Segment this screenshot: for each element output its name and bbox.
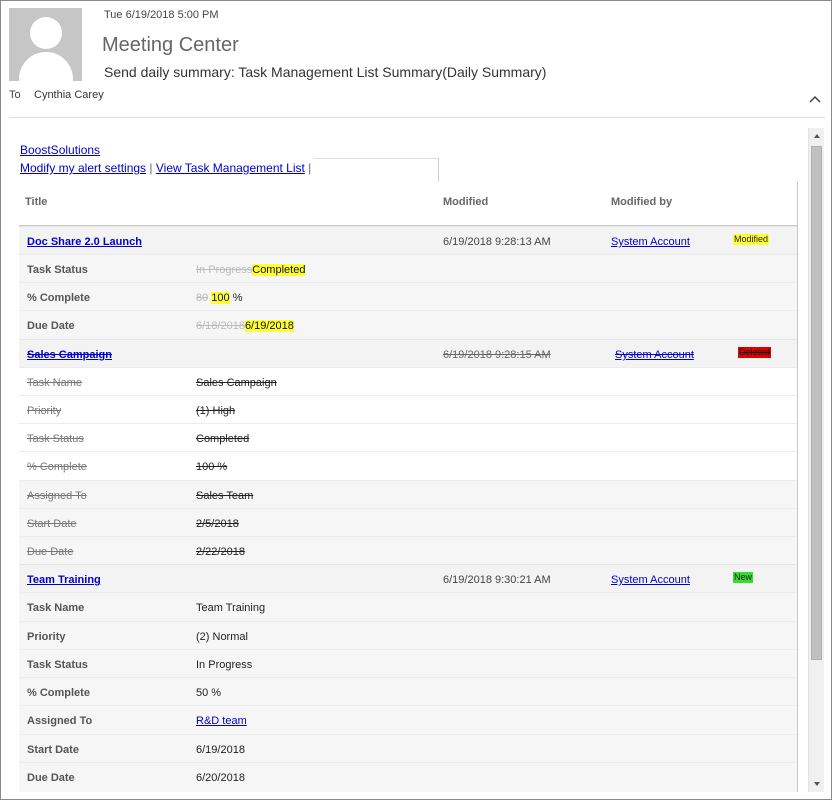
field-value: Completed xyxy=(196,433,250,445)
item-modified-by-link[interactable]: System Account xyxy=(611,236,690,248)
new-value: 100 xyxy=(211,292,230,304)
column-header-modified-by: Modified by xyxy=(611,196,673,208)
scroll-up-button[interactable] xyxy=(809,128,825,144)
item-row xyxy=(19,564,798,592)
new-value: Completed xyxy=(252,264,306,276)
to-label: To xyxy=(9,89,21,101)
field-row xyxy=(19,649,798,677)
field-row xyxy=(19,367,798,395)
field-value-link[interactable]: R&D team xyxy=(196,715,247,727)
site-link[interactable]: BoostSolutions xyxy=(20,143,101,157)
field-label: Priority xyxy=(27,405,62,417)
field-label: Due Date xyxy=(27,320,75,332)
field-value: 6/19/2018 xyxy=(196,744,245,756)
old-value: 6/18/2018 xyxy=(196,320,245,332)
scrollbar-thumb[interactable] xyxy=(811,146,822,660)
field-value: 2/5/2018 xyxy=(196,518,239,530)
status-badge: New xyxy=(734,572,753,582)
modify-alert-settings-link[interactable]: Modify my alert settings xyxy=(20,161,147,175)
column-header-modified: Modified xyxy=(443,196,489,208)
item-title-link[interactable]: Team Training xyxy=(27,574,101,586)
view-task-list-link[interactable]: View Task Management List xyxy=(155,161,305,175)
field-label: % Complete xyxy=(27,461,87,473)
field-label: % Complete xyxy=(27,687,90,699)
field-label: Start Date xyxy=(27,518,77,530)
value-suffix: % xyxy=(232,292,243,304)
field-label: Priority xyxy=(27,631,66,643)
item-modified-by-link[interactable]: System Account xyxy=(611,574,690,586)
chevron-up-icon xyxy=(807,91,823,107)
item-modified-by-link[interactable]: System Account xyxy=(615,349,694,361)
field-value: 100 % xyxy=(196,461,228,473)
field-row xyxy=(19,592,798,621)
item-title-link[interactable]: Doc Share 2.0 Launch xyxy=(27,236,142,248)
field-value xyxy=(196,264,305,276)
field-value: (2) Normal xyxy=(196,631,248,643)
field-value: 2/22/2018 xyxy=(196,546,245,558)
column-header-title: Title xyxy=(25,196,48,208)
item-title-link[interactable]: Sales Campaign xyxy=(27,349,112,361)
field-value xyxy=(196,320,294,332)
field-row xyxy=(19,310,798,339)
field-row xyxy=(19,536,798,564)
field-label: Task Name xyxy=(27,377,83,389)
scroll-down-button[interactable] xyxy=(809,776,825,792)
field-value xyxy=(196,292,243,304)
field-label: Start Date xyxy=(27,744,79,756)
field-value: (1) High xyxy=(196,405,236,417)
field-row xyxy=(19,508,798,536)
item-row xyxy=(19,339,798,367)
field-row xyxy=(19,395,798,423)
field-label: Task Name xyxy=(27,602,85,614)
link-separator: | xyxy=(149,161,153,175)
sent-time: Tue 6/19/2018 5:00 PM xyxy=(104,9,219,21)
old-value: 80 xyxy=(196,292,209,304)
email-subject: Send daily summary: Task Management List Summary(Daily Summary) xyxy=(104,64,547,80)
field-row xyxy=(19,621,798,649)
item-row xyxy=(19,226,798,254)
item-modified-date: 6/19/2018 9:30:21 AM xyxy=(443,574,551,586)
status-badge: Deleted xyxy=(739,347,771,357)
field-value: 50 % xyxy=(196,687,222,699)
field-row xyxy=(19,423,798,451)
collapse-header-button[interactable] xyxy=(807,91,823,107)
scroll-down-arrow-icon xyxy=(809,779,825,796)
field-row xyxy=(19,705,798,734)
field-row xyxy=(19,734,798,762)
alert-link-bar xyxy=(20,161,311,175)
alert-table xyxy=(19,182,798,792)
field-row xyxy=(19,254,798,282)
field-row xyxy=(19,451,798,480)
field-row xyxy=(19,762,798,792)
sender-avatar-icon xyxy=(9,8,82,81)
field-label: Assigned To xyxy=(27,715,93,727)
item-modified-date: 6/19/2018 9:28:15 AM xyxy=(443,349,551,361)
field-label: Due Date xyxy=(27,546,74,558)
field-value: 6/20/2018 xyxy=(196,772,245,784)
field-row xyxy=(19,677,798,705)
field-label: Assigned To xyxy=(27,490,87,502)
field-value: Team Training xyxy=(196,602,266,614)
vertical-scrollbar[interactable] xyxy=(808,128,824,792)
link-bar-frame xyxy=(313,158,439,182)
recipient-name[interactable]: Cynthia Carey xyxy=(34,89,104,101)
field-row xyxy=(19,282,798,310)
field-label: Task Status xyxy=(27,264,88,276)
status-badge: Modified xyxy=(734,234,769,244)
header-divider xyxy=(9,117,825,118)
item-modified-date: 6/19/2018 9:28:13 AM xyxy=(443,236,551,248)
field-label: Task Status xyxy=(27,433,84,445)
field-value: Sales Campaign xyxy=(196,377,277,389)
field-value: In Progress xyxy=(196,659,253,671)
field-label: % Complete xyxy=(27,292,90,304)
field-row xyxy=(19,480,798,508)
table-header xyxy=(19,182,798,226)
old-value: In Progress xyxy=(196,264,253,276)
field-label: Task Status xyxy=(27,659,88,671)
new-value: 6/19/2018 xyxy=(244,320,294,332)
field-label: Due Date xyxy=(27,772,75,784)
link-separator: | xyxy=(308,161,312,175)
sender-name[interactable]: Meeting Center xyxy=(102,34,239,56)
field-value-link[interactable]: Sales Team xyxy=(196,490,254,502)
